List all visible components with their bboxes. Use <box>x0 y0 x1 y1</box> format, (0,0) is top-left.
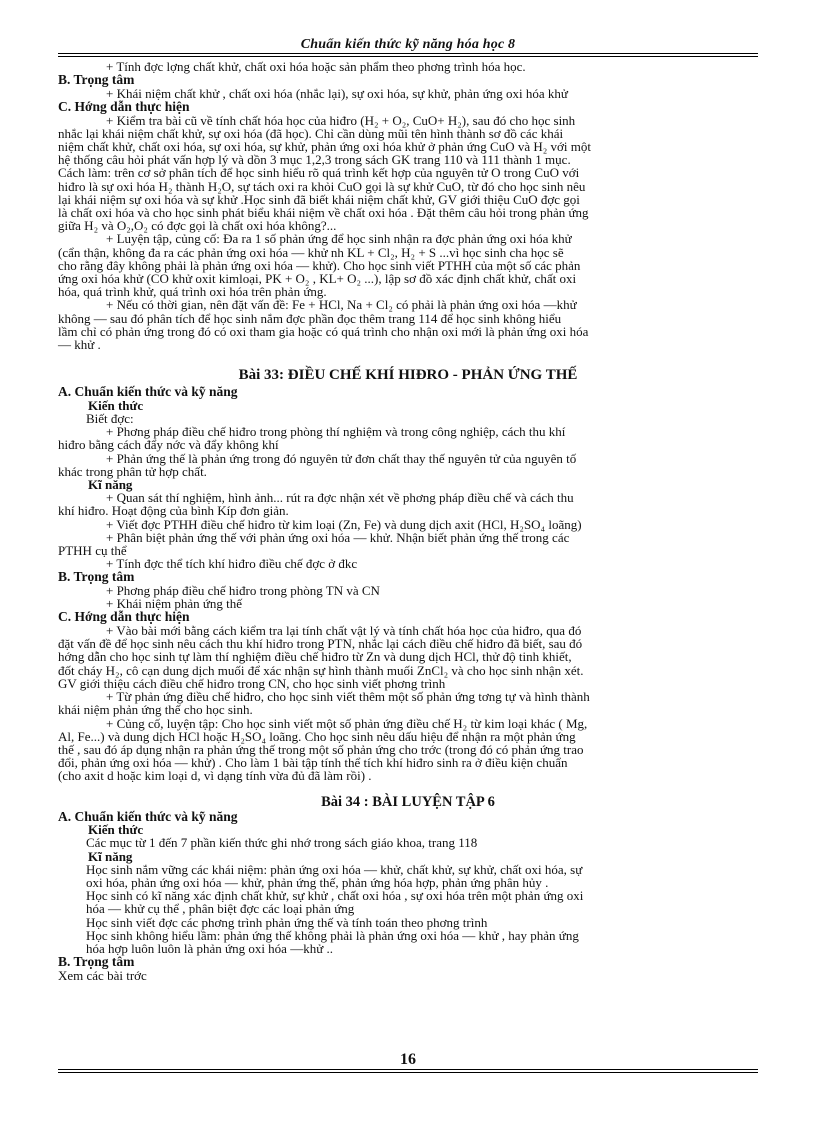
text-line: + Khái niệm phản ứng thế <box>106 596 243 612</box>
text-line: hóa, quá trình khử, quá trình oxi hóa trên phản ứng. <box>58 284 327 300</box>
text-line: lầm chỉ có phản ứng trong đó có oxi tham gia hoặc có quá trình cho nhận oxi mới là phản ứng oxi hóa <box>58 323 589 339</box>
section-heading: A. Chuẩn kiến thức và kỹ năng <box>58 808 238 824</box>
page <box>58 38 758 982</box>
header-rule <box>58 53 758 57</box>
subsection-heading: Kĩ năng <box>88 477 133 493</box>
top-section <box>58 60 758 351</box>
text-line: Học sinh có kĩ năng xác định chất khử, sự khử , chất oxi hóa , sự oxi hóa trên một phản ứng oxi <box>86 888 584 904</box>
text-line: Học sinh nắm vững các khái niệm: phản ứng oxi hóa — khử, chất khử, sự khử, chất oxi hóa, sự <box>86 861 583 877</box>
text-line: hiđro là sự oxi hóa H₂ thành H₂O, sự tách oxi ra khỏi CuO gọi là sự khử CuO, từ đó cho học sinh nêu <box>58 178 586 194</box>
text-line: khác trong phân tử hợp chất. <box>58 463 207 479</box>
text-line: Al, Fe...) và dung dịch HCl hoặc H₂SO₄ loãng. Cho học sinh nêu dấu hiệu để nhận ra một phản ứng <box>58 728 576 744</box>
text-line: khí hiđro. Hoạt động của bình Kíp đơn giản. <box>58 503 289 519</box>
text-line: đốt cháy H₂, cô cạn dung dịch muối để xác nhận sự hình thành muối ZnCl₂ và cho học sinh nhận xét. <box>58 662 584 678</box>
text-line: lại khái niệm sự oxi hóa và sự khử .Học sinh đã biết khái niệm chất khử, GV giới thiệu CuO đợc gọi <box>58 191 580 207</box>
footer-rule <box>58 1069 758 1073</box>
lesson-title: Bài 33: ĐIỀU CHẾ KHÍ HIĐRO - PHẢN ỨNG THẾ <box>238 367 578 384</box>
text-line: ứng oxi hóa khử (CO khử oxit kimloại, PK + O₂ , KL+ O₂ ...), lập sơ đồ xác định chất khử, chất oxi <box>58 271 577 287</box>
text-line: hóa hợp luôn luôn là phản ứng oxi hóa —khử .. <box>86 940 333 956</box>
text-line: Xem các bài trớc <box>58 967 147 983</box>
text-line: hóa — khử cụ thể , phân biệt đợc các loại phản ứng <box>86 901 355 917</box>
text-line: PTHH cụ thể <box>58 543 127 559</box>
text-line: + Từ phản ứng điều chế hiđro, cho học sinh viết thêm một số phản ứng tơng tự và hình thành <box>106 689 590 705</box>
text-line: GV giới thiệu cách điều chế hiđro trong CN, cho học sinh viết phơng trình <box>58 675 446 691</box>
text-line: + Phản ứng thế là phản ứng trong đó nguyên tử đơn chất thay thế nguyên tử của nguyên tố <box>106 450 577 466</box>
text-line: + Tính đợc lợng chất khử, chất oxi hóa hoặc sản phẩm theo phơng trình hóa học. <box>106 59 526 74</box>
text-line: + Khái niệm chất khử , chất oxi hóa (nhắc lại), sự oxi hóa, sự khử, phản ứng oxi hóa khử <box>106 85 568 101</box>
text-line: + Luyện tập, củng cố: Đa ra 1 số phản ứng để học sinh nhận ra đợc phản ứng oxi hóa khử <box>106 231 572 247</box>
text-line: đặt vấn đề để học sinh nêu cách thu khí hiđro trong PTN, nhắc lại cách điều chế hiđro đã biết, sau đó <box>58 636 583 652</box>
text-line: Biết đợc: <box>86 411 134 427</box>
running-header: Chuẩn kiến thức kỹ năng hóa học 8 <box>300 37 516 52</box>
text-line: (cẩn thận, không đa ra các phản ứng oxi hóa — khử nh KL + Cl₂, H₂ + S ...vì học sinh cha học sẽ <box>58 244 564 260</box>
text-line: thế , sau đó áp dụng nhận ra phản ứng thế trong một số phản ứng cho trớc (trong đó có phản ứng trao <box>58 741 584 757</box>
section-heading: B. Trọng tâm <box>58 954 135 970</box>
text-line: không — sau đó phân tích để học sinh nắm đợc phần đọc thêm trang 114 để học sinh không hiểu <box>58 310 562 326</box>
text-line: Học sinh viết đợc các phơng trình phản ứng thế và tính toán theo phơng trình <box>86 914 488 930</box>
lesson-33 <box>58 367 758 782</box>
text-line: đổi, phản ứng oxi hóa — khử) . Cho làm 1 bài tập tính thể tích khí hiđro sinh ra ở điều kiện chuẩn <box>58 755 568 771</box>
text-line: — khử . <box>58 337 101 353</box>
text-line: + Phơng pháp điều chế hiđro trong phòng thí nghiệm và trong công nghiệp, cách thu khí <box>106 424 566 440</box>
text-line: + Quan sát thí nghiệm, hình ảnh... rút ra đợc nhận xét về phơng pháp điều chế và cách thu <box>106 490 574 506</box>
section-heading: C. Hớng dẫn thực hiện <box>58 609 190 625</box>
text-line: là chất oxi hóa và cho học sinh phát biểu khái niệm về chất oxi hóa . Đặt thêm câu hỏi trong phản ứng <box>58 205 589 221</box>
section-heading: C. Hớng dẫn thực hiện <box>58 99 190 114</box>
text-line: + Viết đợc PTHH điều chế hiđro từ kim loại (Zn, Fe) và dung dịch axit (HCl, H₂SO₄ loãng) <box>106 516 582 532</box>
section-heading: B. Trọng tâm <box>58 72 135 88</box>
text-line: + Củng cố, luyện tập: Cho học sinh viết một số phản ứng điều chế H₂ từ kim loại khác ( Mg, <box>106 715 588 731</box>
section-heading: A. Chuẩn kiến thức và kỹ năng <box>58 384 238 400</box>
subsection-heading: Kiến thức <box>88 822 144 838</box>
subsection-heading: Kiến thức <box>88 397 144 413</box>
text-line: + Nếu có thời gian, nên đặt vấn đề: Fe + HCl, Na + Cl₂ có phải là phản ứng oxi hóa —khử <box>106 297 577 313</box>
text-line: + Phơng pháp điều chế hiđro trong phòng TN và CN <box>106 583 380 599</box>
lesson-34 <box>58 795 758 982</box>
text-line: + Kiểm tra bài cũ về tính chất hóa học của hiđro (H₂ + O₂, CuO+ H₂), sau đó cho học sinh <box>106 112 576 128</box>
text-line: Cách làm: trên cơ sở phân tích để học sinh hiểu rõ quá trình kết hợp của nguyên tử O trong CuO với <box>58 165 580 181</box>
text-line: hệ thống câu hỏi phát vấn hợp lý và dồn 3 mục 1,2,3 trong sách GK trang 110 và 111 thành 1 mục. <box>58 152 571 168</box>
subsection-heading: Kĩ năng <box>88 848 133 864</box>
lesson-title: Bài 34 : BÀI LUYỆN TẬP 6 <box>321 793 495 810</box>
text-line: niệm chất khử, chất oxi hóa, sự oxi hóa, sự khử, phản ứng oxi hóa khử ở phản ứng CuO và H₂ với một <box>58 139 592 154</box>
text-line: khái niệm phản ứng thế cho học sinh. <box>58 702 253 718</box>
text-line: Học sinh không hiểu lầm: phản ứng thế không phải là phản ứng oxi hóa — khử , hay phản ứng <box>86 927 579 943</box>
text-line: nhắc lại khái niệm chất khử, sự oxi hóa (đã học). Chỉ cần dùng mũi tên hình thành sơ đồ các khái <box>58 125 564 141</box>
text-line: + Tính đợc thể tích khí hiđro điều chế đợc ở đkc <box>106 556 358 572</box>
text-line: hớng dẫn cho học sinh tự làm thí nghiệm điều chế hiđro từ Zn và dung dịch HCl, thử độ tinh khiết, <box>58 649 572 665</box>
text-line: + Phân biệt phản ứng thế với phản ứng oxi hóa — khử. Nhận biết phản ứng thế trong các <box>106 529 570 545</box>
text-line: + Vào bài mới bằng cách kiểm tra lại tính chất vật lý và tính chất hóa học của hiđro, qua đó <box>106 623 582 639</box>
section-heading: B. Trọng tâm <box>58 569 135 585</box>
page-number: 16 <box>400 1051 416 1068</box>
text-line: Các mục từ 1 đến 7 phần kiến thức ghi nhớ trong sách giáo khoa, trang 118 <box>86 835 478 851</box>
text-line: cho rằng đây không phải là phản ứng oxi hóa — khử). Cho học sinh viết PTHH của một số các phản <box>58 257 581 273</box>
text-line: oxi hóa, phản ứng oxi hóa — khử, phản ứng thế, phản ứng hóa hợp, phản ứng phân hủy . <box>86 874 549 890</box>
text-line: hiđro bằng cách đẩy nớc và đẩy không khí <box>58 437 279 453</box>
text-line: (cho axit d hoặc kim loại d, vì dạng tính vừa đủ đã làm rồi) . <box>58 768 372 784</box>
text-line: giữa H₂ và O₂,O₂ có đợc gọi là chất oxi hóa không?... <box>58 218 337 234</box>
